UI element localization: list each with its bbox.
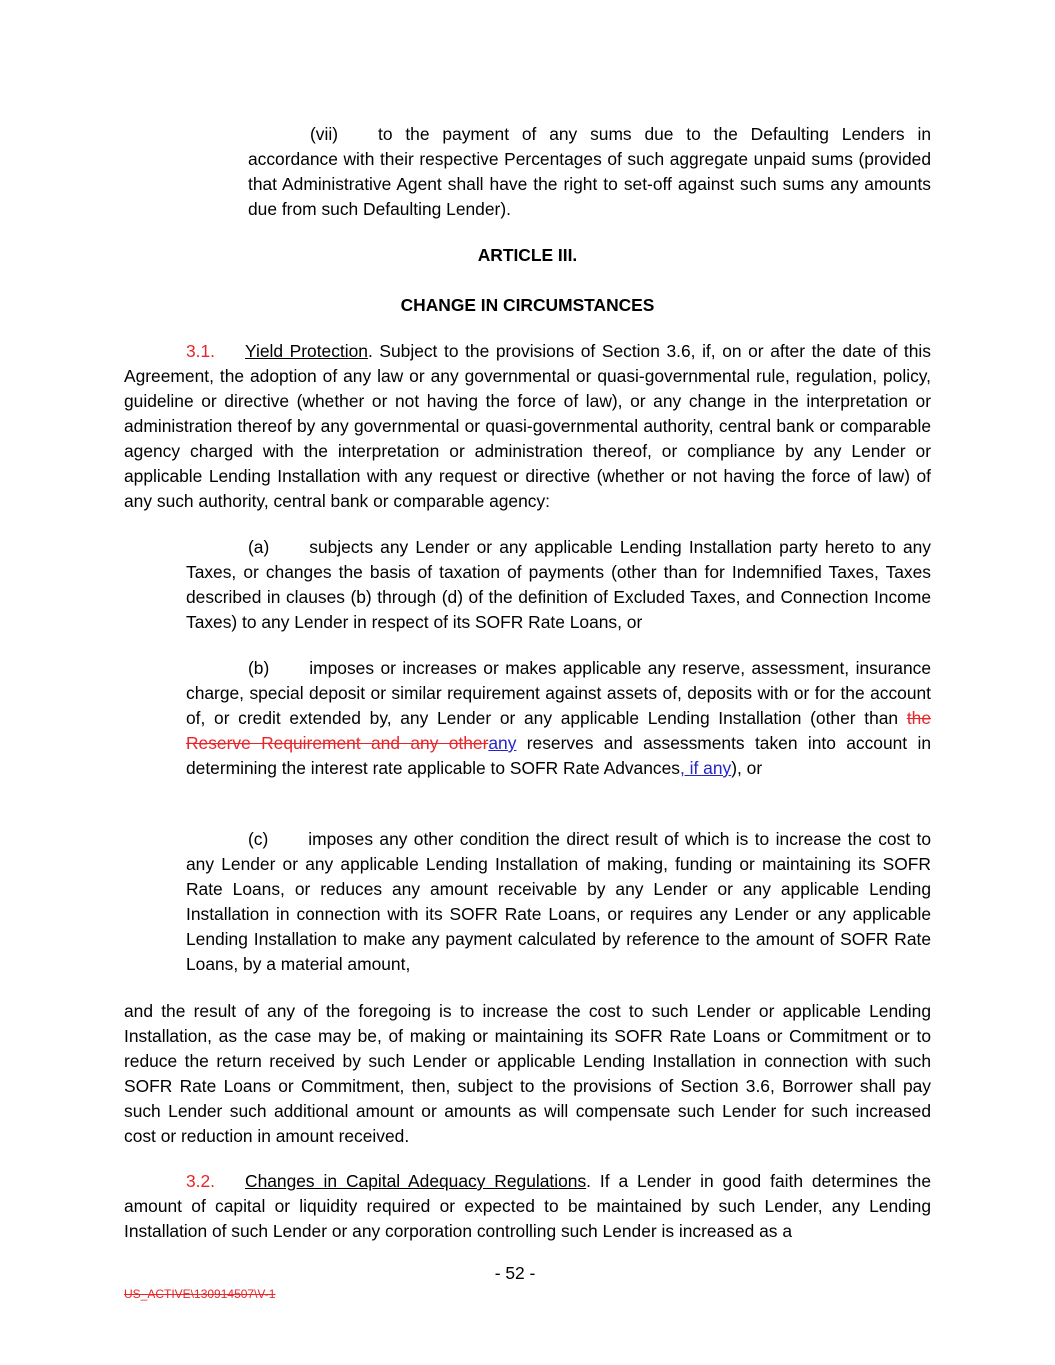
paragraph-vii-label: (vii)	[310, 124, 339, 144]
section-3-1-number: 3.1.	[186, 341, 216, 361]
clause-a-label: (a)	[248, 537, 270, 557]
clause-c-label: (c)	[248, 829, 269, 849]
paragraph-vii	[248, 122, 931, 222]
clause-c-text: imposes any other condition the direct result of which is to increase the cost to any Lender or any applicable Lending Installation of making, funding or maintaining its SOFR Rate Loans, or reduces any amount receivable by any Lender or any applicable Lending Installation in connection with its SOFR Rate Loans, or requires any Lender or any applicable Lending Installation to make any payment calculated by reference to the amount of SOFR Rate Loans, by a material amount,	[186, 829, 931, 974]
clause-b	[186, 656, 931, 781]
section-3-1-heading: Yield Protection	[245, 341, 368, 361]
clause-b-text-2: reserves and assessments taken into account in determining the interest rate applicable to SOFR Rate Advances	[186, 733, 932, 778]
clause-b-inserted-text: any	[488, 733, 517, 753]
section-3-1	[124, 339, 931, 514]
section-3-1-text: . Subject to the provisions of Section 3.6, if, on or after the date of this Agreement, the adoption of any law or any governmental or quasi-governmental rule, regulation, policy, guideline or directive (whether or not having the force of law), or any change in the interpretation or administration thereof by any governmental or quasi-governmental authority, central bank or comparable agency charged with the interpretation or administration thereof, or compliance by any Lender or applicable Lending Installation with any request or directive (whether or not having the force of law) of any such authority, central bank or comparable agency:	[124, 341, 931, 511]
footer-document-id: US_ACTIVE\130914507\V-1	[124, 1287, 276, 1301]
clause-c	[186, 827, 931, 977]
clause-b-inserted-text-2: , if any	[679, 758, 732, 778]
clause-b-deleted-text: the Reserve Requirement and any other	[186, 708, 931, 753]
clause-a	[186, 535, 931, 635]
clause-a-text: subjects any Lender or any applicable Lending Installation party hereto to any Taxes, or changes the basis of taxation of payments (other than for Indemnified Taxes, Taxes described in clauses (b) through (d) of the definition of Excluded Taxes, and Connection Income Taxes) to any Lender in respect of its SOFR Rate Loans, or	[186, 537, 931, 632]
section-3-2	[124, 1169, 931, 1244]
result-paragraph: and the result of any of the foregoing is to increase the cost to such Lender or applicable Lending Installation, as the case may be, of making or maintaining its SOFR Rate Loans or Commitment or to reduce the return received by such Lender or applicable Lending Installation in connection with such SOFR Rate Loans or Commitment, then, subject to the provisions of Section 3.6, Borrower shall pay such Lender such additional amount or amounts as will compensate such Lender for such increased cost or reduction in amount received.	[124, 1001, 931, 1146]
section-3-2-heading: Changes in Capital Adequacy Regulations	[245, 1171, 587, 1191]
section-3-2-number: 3.2.	[186, 1171, 216, 1191]
clause-b-text-3: ), or	[731, 758, 763, 778]
clause-b-label: (b)	[248, 658, 270, 678]
section-3-2-text: . If a Lender in good faith determines the amount of capital or liquidity required or expected to be maintained by such Lender, any Lending Installation of such Lender or any corporation controlling such Lender is increased as a	[124, 1171, 931, 1241]
paragraph-vii-text: to the payment of any sums due to the Defaulting Lenders in accordance with their respective Percentages of such aggregate unpaid sums (provided that Administrative Agent shall have the right to set-off against such sums any amounts due from such Defaulting Lender).	[248, 124, 931, 219]
article-title: CHANGE IN CIRCUMSTANCES	[400, 295, 655, 315]
clause-b-text-1: imposes or increases or makes applicable any reserve, assessment, insurance charge, special deposit or similar requirement against assets of, deposits with or for the account of, or credit extended by, any Lender or any applicable Lending Installation (other than	[186, 658, 931, 728]
article-heading: ARTICLE III.	[477, 245, 578, 265]
page-number: - 52 -	[494, 1263, 536, 1283]
